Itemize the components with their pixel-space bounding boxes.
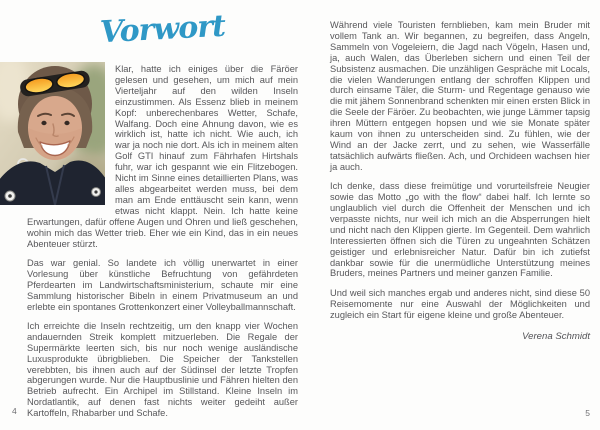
left-page-text [27, 64, 298, 419]
paragraph: Ich erreichte die Inseln rechtzeitig, um den knapp vier Wochen andauernden Streik komplett mitzuerleben. Die Regale der Supermärkte leerten sich, bis nur noch wenige ausländische Luxusprodukte übrigblieben. Die Speicher der Tankstellen verebbten, bis ihnen auch auf der Südinsel der letzte Tropfen abgerungen wurde. Nur die Hauptbuslinie und Fähren hielten den Betrieb aufrecht. Ein Archipel im Stillstand. Kleine Inseln im Nordatlantik, auf denen fast nichts weiter gedeiht außer Kartoffeln, Rhabarber und Schafe. [27, 320, 298, 419]
photo-wrap-spacer [27, 64, 115, 206]
author-signature: Verena Schmidt [522, 330, 590, 342]
preface-title: Vorwort [99, 8, 226, 51]
right-page-text [330, 20, 590, 342]
paragraph: Das war genial. So landete ich völlig unerwartet in einer Vorlesung über künstliche Befruchtung von gefährdeten Pferdearten im Landwirtschaftsministerium, schaute mir eine Sammlung historischer Bibeln in einem Privatmuseum an und erlebte ein spontanes Grottenkonzert einer Volleyballmannschaft. [27, 257, 298, 312]
right-page-paragraphs [330, 20, 590, 321]
paragraph: Ich denke, dass diese freimütige und vorurteilsfreie Neugier sowie das Motto „go with the flow“ dabei half. Ich lernte so unglaublich viel durch die Offenheit der Menschen und ich verpasste nichts, nur weil ich mich an die Absperrungen hielt und nicht nach den Klippen gierte. Im Gegenteil. Dem wahrlich Interessierten öffnen sich die Türen zu ungeahnten Schätzen geistiger und erlebnisreicher Natur. Dafür bin ich zutiefst dankbar sowie für die unermüdliche Unterstützung meines Bruders, meines Partners und meiner ganzen Familie. [330, 181, 590, 279]
paragraph: Und weil sich manches ergab und anderes nicht, sind diese 50 Reisemomente nur eine Auswahl der Möglichkeiten und zugleich ein Start für eigene kleine und große Abenteuer. [330, 287, 590, 320]
page-number-right: 5 [585, 408, 590, 418]
paragraph: Klar, hatte ich einiges über die Färöer gelesen und gesehen, um mich auf mein Vierteljahr auf den wilden Inseln einzustimmen. Als Essenz blieb in meinem Kopf: unberechenbares Wetter, Schafe, Walfang. Doch eine Ahnung davon, wie es wirklich ist, hatte ich nicht. Wie auch, ich war ja noch nie dort. Als ich in meinem alten Golf GTI hinauf zum Fährhafen Hirtshals fuhr, war ich gespannt wie ein Flitzebogen. Nicht im Sinne eines detaillierten Plans, was alles abgearbeitet werden muss, bei dem man am Ende enttäuscht sein kann, wenn etwas nicht klappt. Nein. Ich hatte keine Erwartungen, dafür offene Augen und Ohren und ließ geschehen, wohin mich das Wetter trieb. Eher wie ein Kind, das in ein neues Abenteuer stürzt. [27, 64, 298, 249]
page-number-left: 4 [12, 406, 17, 416]
paragraph: Während viele Touristen fernblieben, kam mein Bruder mit vollem Tank an. Wir begannen, zu begreifen, dass Angeln, Sammeln von Vogeleiern, die Jagd nach Vögeln, Hasen und, ja, auch Walen, das Überleben sichern und einen Teil der Subsistenz ausmachen. Die unzähligen Gespräche mit Locals, die vielen Wanderungen entlang der schroffen Klippen und durch einsame Täler, die Sturm- und Regentage genauso wie die mit jähem Sonnenbrand schenkten mir einen ersten Blick in die Seele der Färöer. Zu beobachten, wie junge Lämmer tapsig ihren Müttern entgegen hopsen und wie sie Monate später kaum von ihnen zu unterscheiden sind. Zu fühlen, wie der Wind an der Jacke zerrt, und zu sehen, wie Wasserfälle tatsächlich aufwärts fließen. Ach, und Orchideen wachsen hier ja auch. [330, 20, 590, 172]
